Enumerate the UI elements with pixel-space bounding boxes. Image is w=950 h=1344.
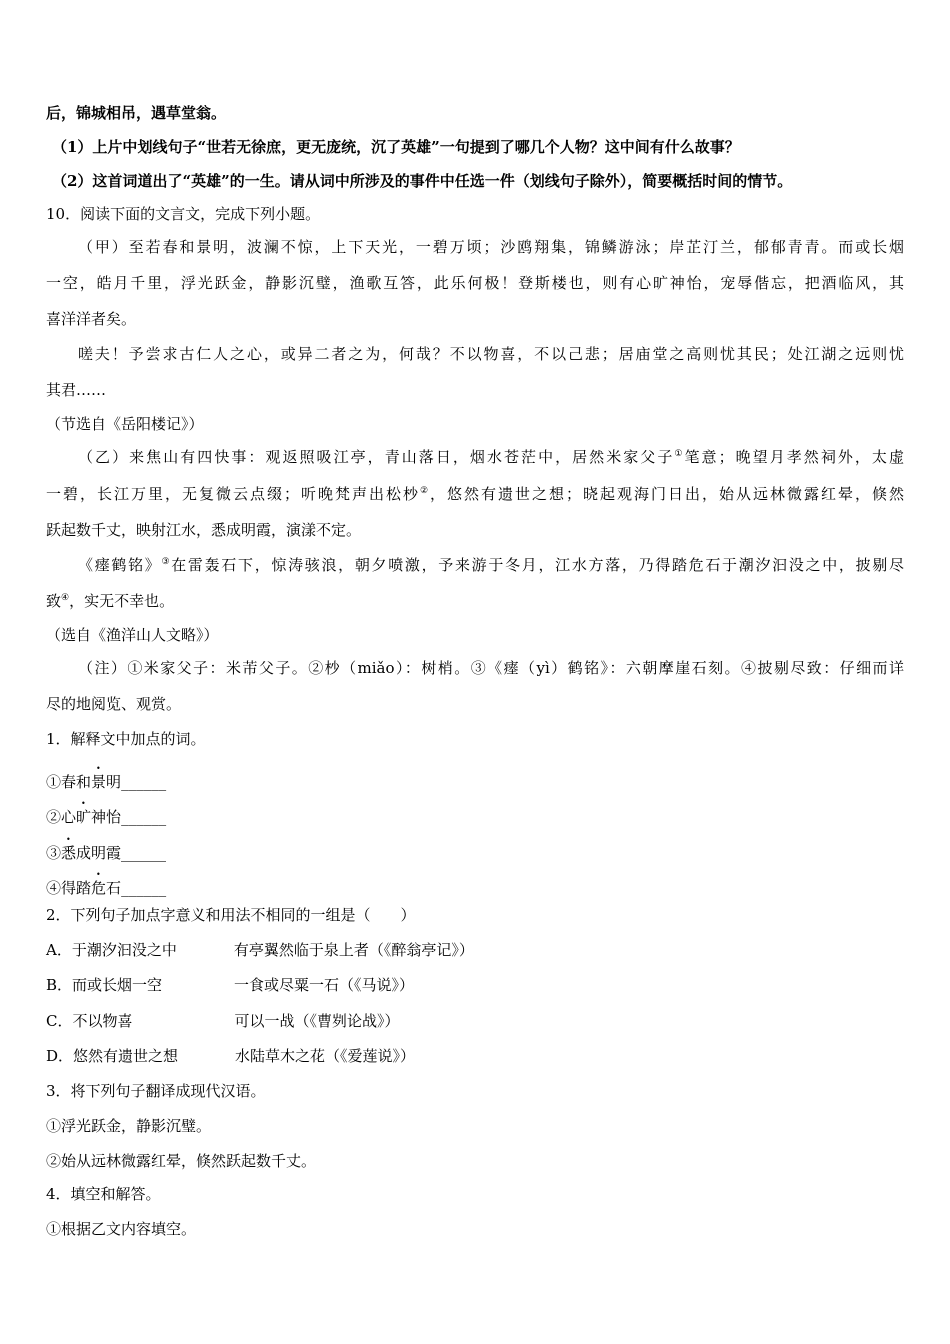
- passage-yi-line: 跃起数千丈，映射江水，悉成明霞，演漾不定。: [46, 521, 362, 539]
- dotted-char: 景: [91, 773, 107, 791]
- passage-yi-line: 致④，实无不幸也。: [46, 592, 175, 610]
- vocab-item: ②心旷神怡______: [46, 808, 167, 826]
- dotted-char: 危: [91, 879, 107, 897]
- vocab-item: ③悉成明霞______: [46, 844, 167, 862]
- poem-question-2: （2）这首词道出了“英雄”的一生。请从词中所涉及的事件中任选一件（划线句子除外），简要概括时间的情节。: [52, 172, 793, 190]
- passage-jia-source: （节选自《岳阳楼记》）: [46, 415, 204, 433]
- poem-tail: 后，锦城相吊，遇草堂翁。: [46, 104, 227, 122]
- passage-yi-source: （选自《渔洋山人文略》）: [46, 626, 219, 644]
- answer-blank[interactable]: ______: [121, 773, 167, 791]
- sub-question-1-header: 1．解释文中加点的词。: [46, 730, 206, 748]
- footnote-marker: ③: [161, 557, 172, 567]
- fill-item: ①根据乙文内容填空。: [46, 1220, 197, 1238]
- footnote-marker: ④: [61, 593, 70, 603]
- passage-yi-line: （乙）来焦山有四快事：观返照吸江亭，青山落日，烟水苍茫中，居然米家父子①笔意；晚望月孝然祠外，太虚: [78, 448, 904, 466]
- footnote-marker: ①: [674, 449, 685, 459]
- question-10-header: 10．阅读下面的文言文，完成下列小题。: [46, 205, 321, 223]
- answer-blank[interactable]: ______: [121, 808, 167, 826]
- poem-question-1: （1）上片中划线句子“世若无徐庶，更无庞统，沉了英雄”一句提到了哪几个人物？这中间有什么故事？: [52, 138, 740, 156]
- passage-jia-line: 其君……: [46, 381, 107, 399]
- option-b[interactable]: B．而或长烟一空 一食或尽粟一石（《马说》）: [46, 976, 415, 994]
- option-a[interactable]: A．于潮汐汩没之中 有亭翼然临于泉上者（《醉翁亭记》）: [46, 941, 474, 959]
- notes-line: 尽的地阅览、观赏。: [46, 695, 182, 713]
- vocab-item: ①春和景明______: [46, 773, 167, 791]
- notes-line: （注）①米家父子：米芾父子。②杪（miǎo）：树梢。③《瘗（yì）鹤铭》：六朝摩崖石刻。④披剔尽致：仔细而详: [78, 659, 904, 677]
- option-d[interactable]: D．悠然有遗世之想 水陆草木之花（《爱莲说》）: [46, 1047, 416, 1065]
- passage-jia-line: 一空，皓月千里，浮光跃金，静影沉璧，渔歌互答，此乐何极！登斯楼也，则有心旷神怡，宠辱偕忘，把酒临风，其: [46, 274, 904, 292]
- dotted-char: 旷: [76, 808, 92, 826]
- passage-yi-line: 《瘗鹤铭》③在雷轰石下，惊涛骇浪，朝夕喷激，予来游于冬月，江水方落，乃得踏危石于潮汐汩没之中，披剔尽: [78, 556, 904, 574]
- answer-blank[interactable]: ______: [121, 844, 167, 862]
- footnote-marker: ②: [419, 486, 431, 496]
- passage-yi-line: 一碧，长江万里，无复微云点缀；听晚梵声出松杪②，悠然有遗世之想；晓起观海门日出，始从远林微露红晕，倏然: [46, 485, 904, 503]
- answer-blank[interactable]: ______: [121, 879, 167, 897]
- passage-jia-line: 嗟夫！予尝求古仁人之心，或异二者之为，何哉？不以物喜，不以己悲；居庙堂之高则忧其民；处江湖之远则忧: [78, 345, 904, 363]
- translate-item: ②始从远林微露红晕，倏然跃起数千丈。: [46, 1152, 317, 1170]
- vocab-item: ④得踏危石______: [46, 879, 167, 897]
- translate-item: ①浮光跃金，静影沉璧。: [46, 1117, 212, 1135]
- dotted-char: 悉: [61, 844, 77, 862]
- passage-jia-line: 喜洋洋者矣。: [46, 310, 137, 328]
- sub-question-2-header: 2．下列句子加点字意义和用法不相同的一组是（ ）: [46, 906, 416, 924]
- sub-question-3-header: 3．将下列句子翻译成现代汉语。: [46, 1082, 266, 1100]
- sub-question-4-header: 4．填空和解答。: [46, 1185, 161, 1203]
- option-c[interactable]: C．不以物喜 可以一战（《曹刿论战》）: [46, 1012, 400, 1030]
- passage-jia-line: （甲）至若春和景明，波澜不惊，上下天光，一碧万顷；沙鸥翔集，锦鳞游泳；岸芷汀兰，郁郁青青。而或长烟: [78, 238, 904, 256]
